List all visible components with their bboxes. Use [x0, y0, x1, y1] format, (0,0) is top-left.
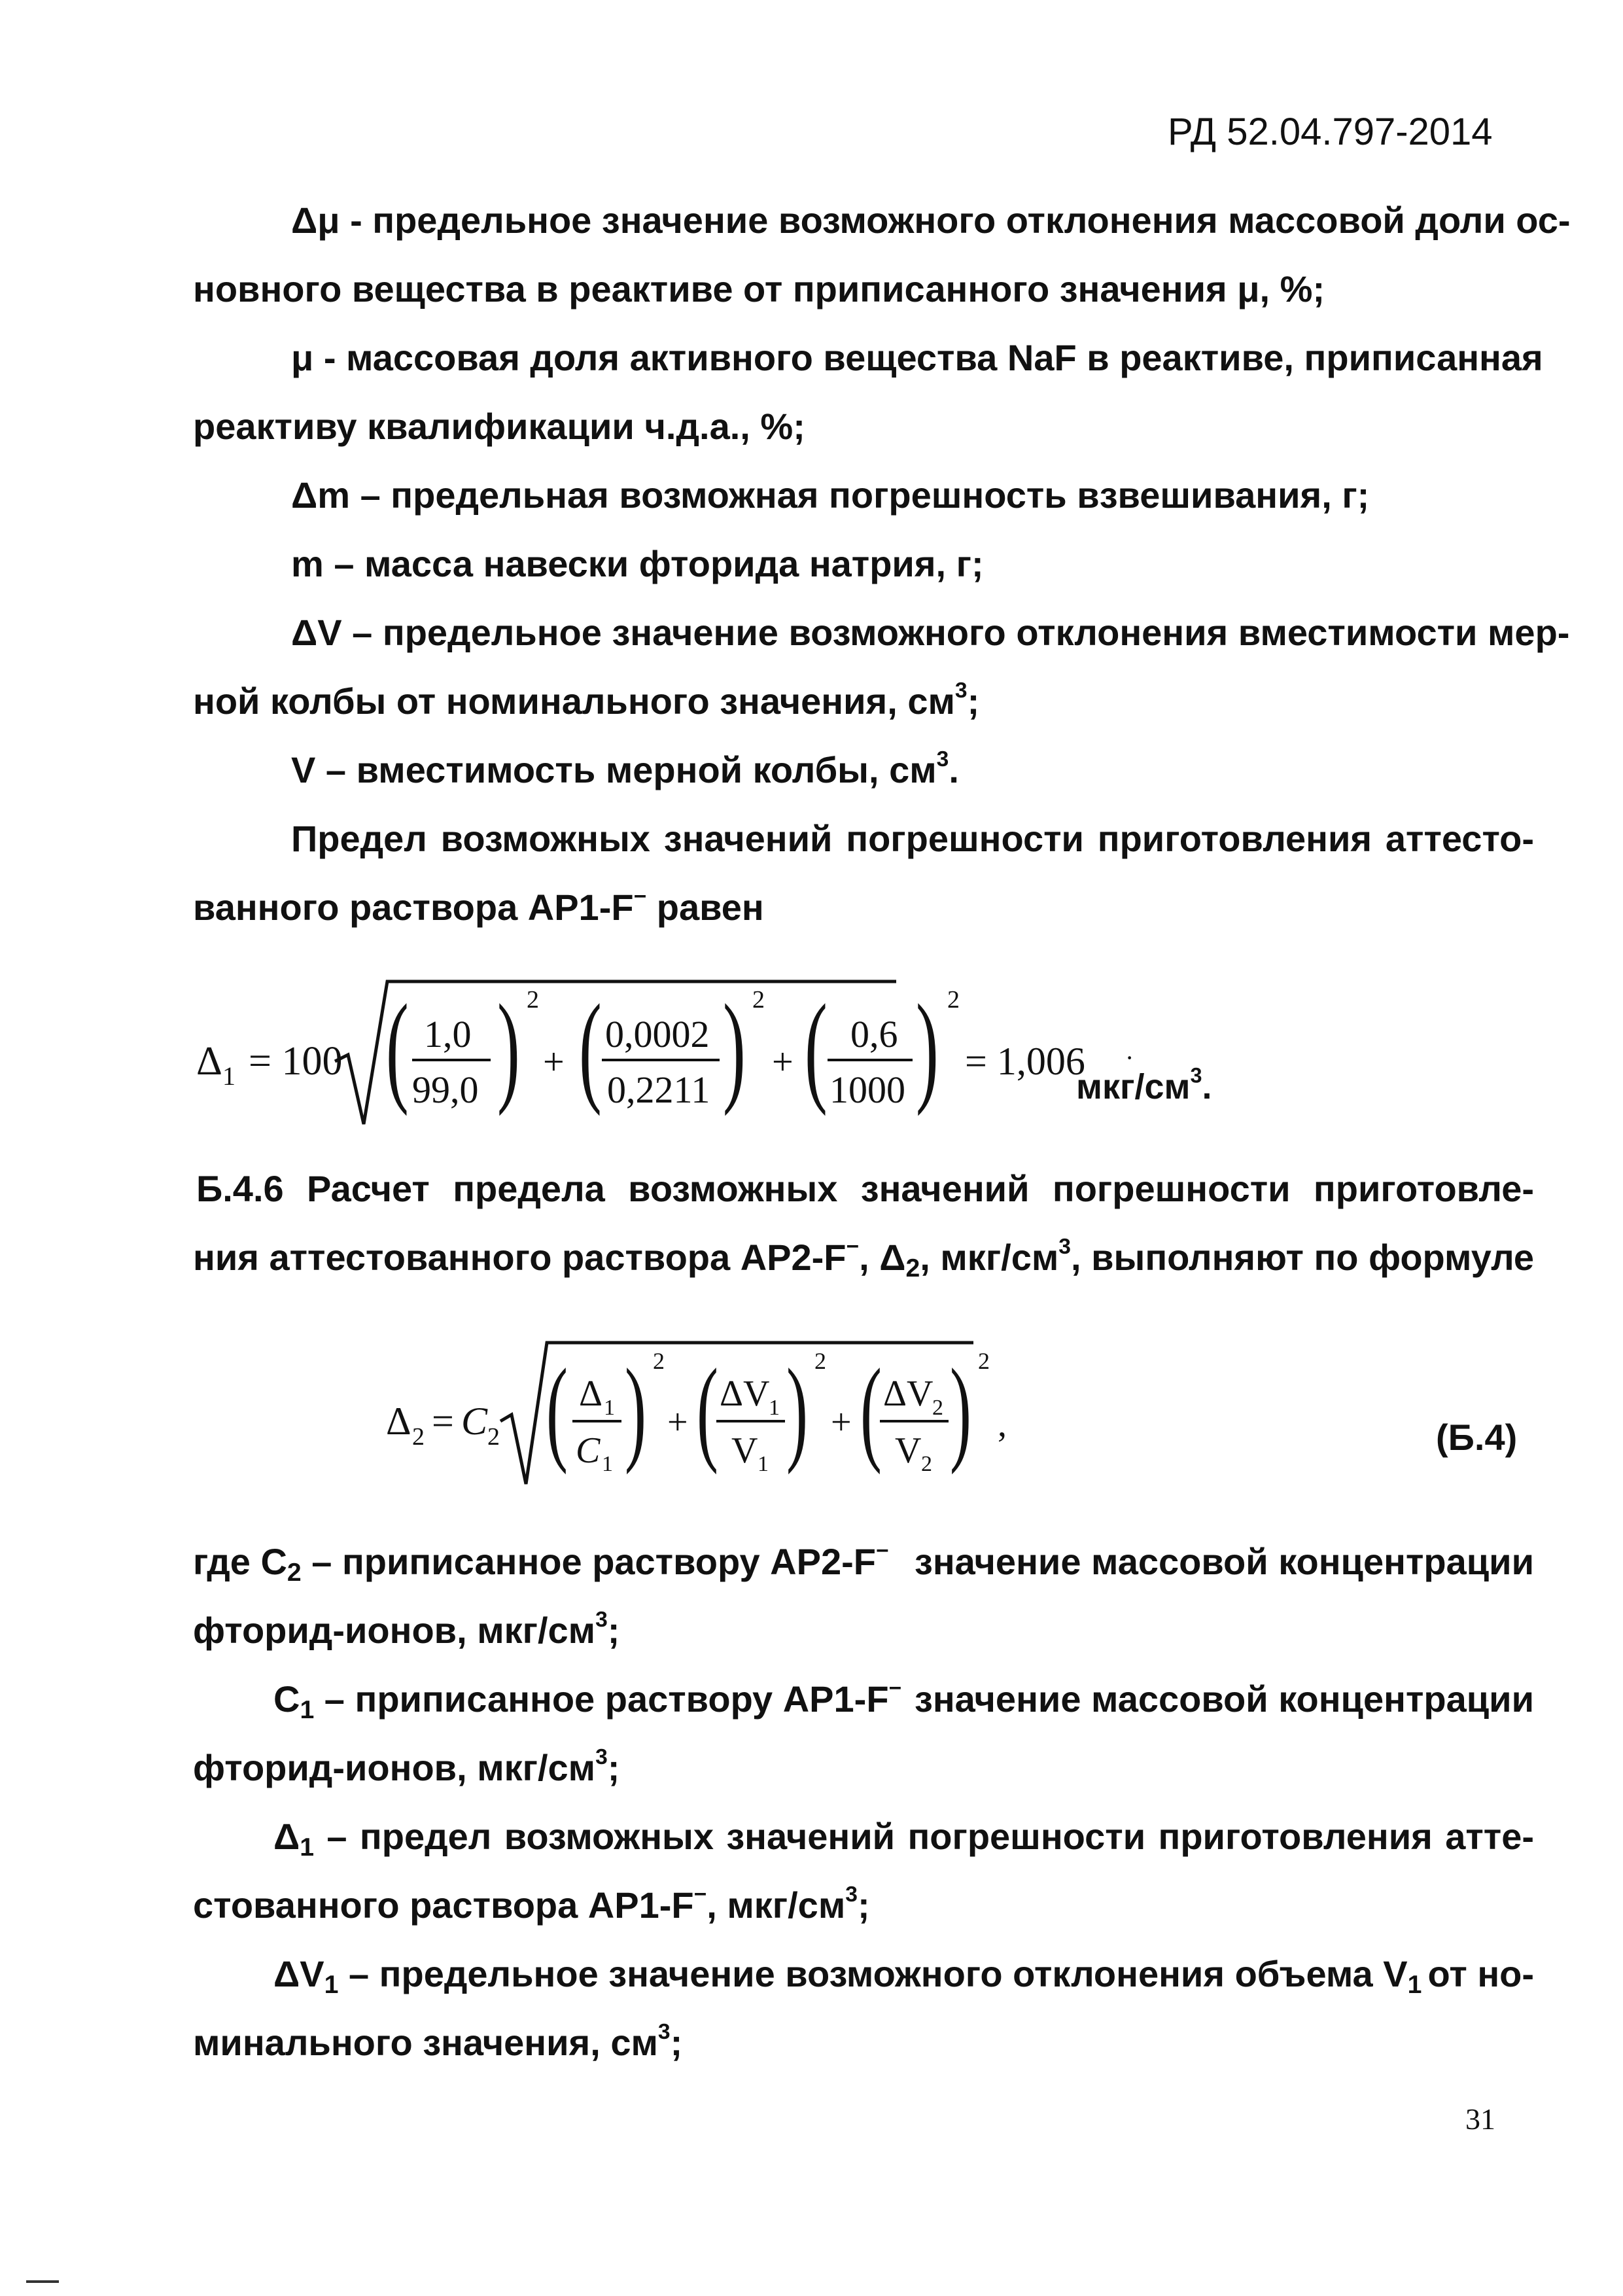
document-code: РД 52.04.797-2014 [1168, 111, 1493, 153]
text-line: фторид-ионов, мкг/$см^3$; [193, 1744, 620, 1788]
formula-unit: мкг/$см^3$. [1076, 1063, 1212, 1106]
formula-delta2 [386, 1328, 1040, 1498]
svg-text:1: 1 [769, 1396, 780, 1420]
text-line: ΔV – предельное значение возможного отклонения вместимости мер- [291, 612, 1570, 653]
svg-text:(: ( [386, 979, 409, 1118]
text-line: m – масса навески фторида натрия, г; [291, 543, 984, 584]
svg-text:): ) [723, 979, 746, 1118]
svg-text:99,0: 99,0 [412, 1069, 479, 1111]
scan-mark [26, 2280, 59, 2283]
text-line: μ - массовая доля активного вещества NaF в реактиве, приписанная [291, 337, 1543, 378]
svg-text:2: 2 [947, 986, 960, 1014]
svg-text:+: + [831, 1402, 852, 1443]
svg-text:): ) [916, 979, 939, 1118]
text-line: ванного раствора АР1-F− равен [193, 884, 764, 928]
svg-text:C: C [576, 1430, 601, 1471]
svg-text:0,6: 0,6 [850, 1013, 898, 1055]
svg-text:2: 2 [978, 1348, 990, 1374]
svg-text:V: V [895, 1430, 922, 1471]
svg-text:2: 2 [932, 1396, 943, 1420]
formula-lhs: Δ [196, 1039, 222, 1084]
svg-text:1: 1 [604, 1396, 615, 1420]
svg-text:2: 2 [487, 1423, 500, 1451]
svg-text:): ) [625, 1345, 646, 1475]
svg-text:1000: 1000 [829, 1069, 905, 1111]
svg-text:,: , [998, 1404, 1007, 1445]
svg-text:1,0: 1,0 [424, 1013, 472, 1055]
svg-text:Δ: Δ [386, 1400, 411, 1443]
svg-text:): ) [497, 979, 520, 1118]
text-line: $C_1$ – приписанное раствору АР1-F− значение массовой концентрации [273, 1676, 1534, 1724]
svg-text:2: 2 [921, 1452, 932, 1476]
text-line: новного вещества в реактиве от приписанного значения μ, %; [193, 268, 1325, 309]
page-number: 31 [1465, 2102, 1495, 2136]
formula-delta1 [196, 968, 1308, 1139]
svg-text:V: V [731, 1430, 758, 1471]
text-line: где $C_2$ – приписанное раствору АР2-F− значение массовой концентрации [193, 1538, 1534, 1587]
svg-text:=: = [432, 1400, 454, 1443]
svg-text:(: ( [860, 1345, 882, 1475]
svg-text:): ) [950, 1345, 971, 1475]
text-line: минального значения, $см^3$; [193, 2019, 683, 2063]
svg-text:2: 2 [752, 986, 765, 1014]
svg-text:C: C [461, 1400, 488, 1443]
svg-text:Δ: Δ [579, 1373, 603, 1414]
svg-text:(: ( [579, 979, 602, 1118]
svg-text:2: 2 [412, 1423, 425, 1451]
text-line: V – вместимость мерной колбы, $см^3$. [291, 747, 959, 790]
section-heading-line: Б.4.6 Расчет предела возможных значений погрешности приготовле- [196, 1168, 1534, 1209]
svg-text:+: + [543, 1040, 565, 1083]
formula-result: = 1,006 [965, 1040, 1085, 1083]
svg-text:+: + [667, 1402, 688, 1443]
text-line: реактиву квалификации ч.д.а., %; [193, 406, 805, 447]
svg-text:ΔV: ΔV [720, 1373, 770, 1414]
svg-text:1: 1 [222, 1061, 236, 1091]
svg-text:·: · [1125, 1043, 1134, 1072]
svg-text:1: 1 [758, 1452, 769, 1476]
formula-coef: = 100 [249, 1039, 343, 1084]
svg-text:(: ( [546, 1345, 568, 1475]
text-line: Предел возможных значений погрешности приготовления аттесто- [291, 818, 1534, 859]
text-line: ной колбы от номинального значения, $см^3$; [193, 678, 980, 722]
svg-text:(: ( [697, 1345, 718, 1475]
svg-text:2: 2 [814, 1348, 826, 1374]
svg-text:0,0002: 0,0002 [605, 1013, 710, 1055]
text-line: Δμ - предельное значение возможного отклонения массовой доли ос- [291, 200, 1571, 241]
svg-text:2: 2 [527, 986, 539, 1014]
svg-text:1: 1 [602, 1452, 613, 1476]
svg-text:+: + [772, 1040, 794, 1083]
text-line: фторид-ионов, мкг/$см^3$; [193, 1607, 620, 1651]
text-line: $\Delta V_1$ – предельное значение возможного отклонения объема $V_1$ от но- [273, 1953, 1534, 1999]
svg-text:ΔV: ΔV [883, 1373, 934, 1414]
svg-text:0,2211: 0,2211 [607, 1069, 710, 1111]
equation-number: (Б.4) [1436, 1417, 1518, 1458]
text-line: ния аттестованного раствора АР2-F−, $\Delta_2$, мкг/$см^3$, выполняют по формуле [193, 1234, 1535, 1282]
svg-text:2: 2 [653, 1348, 665, 1374]
text-line: стованного раствора АР1-F−, мкг/$см^3$; [193, 1882, 870, 1926]
svg-text:(: ( [805, 979, 828, 1118]
text-line: $\Delta_1$ – предел возможных значений погрешности приготовления атте- [273, 1816, 1534, 1862]
svg-text:): ) [786, 1345, 808, 1475]
text-line: Δm – предельная возможная погрешность взвешивания, г; [291, 474, 1370, 516]
